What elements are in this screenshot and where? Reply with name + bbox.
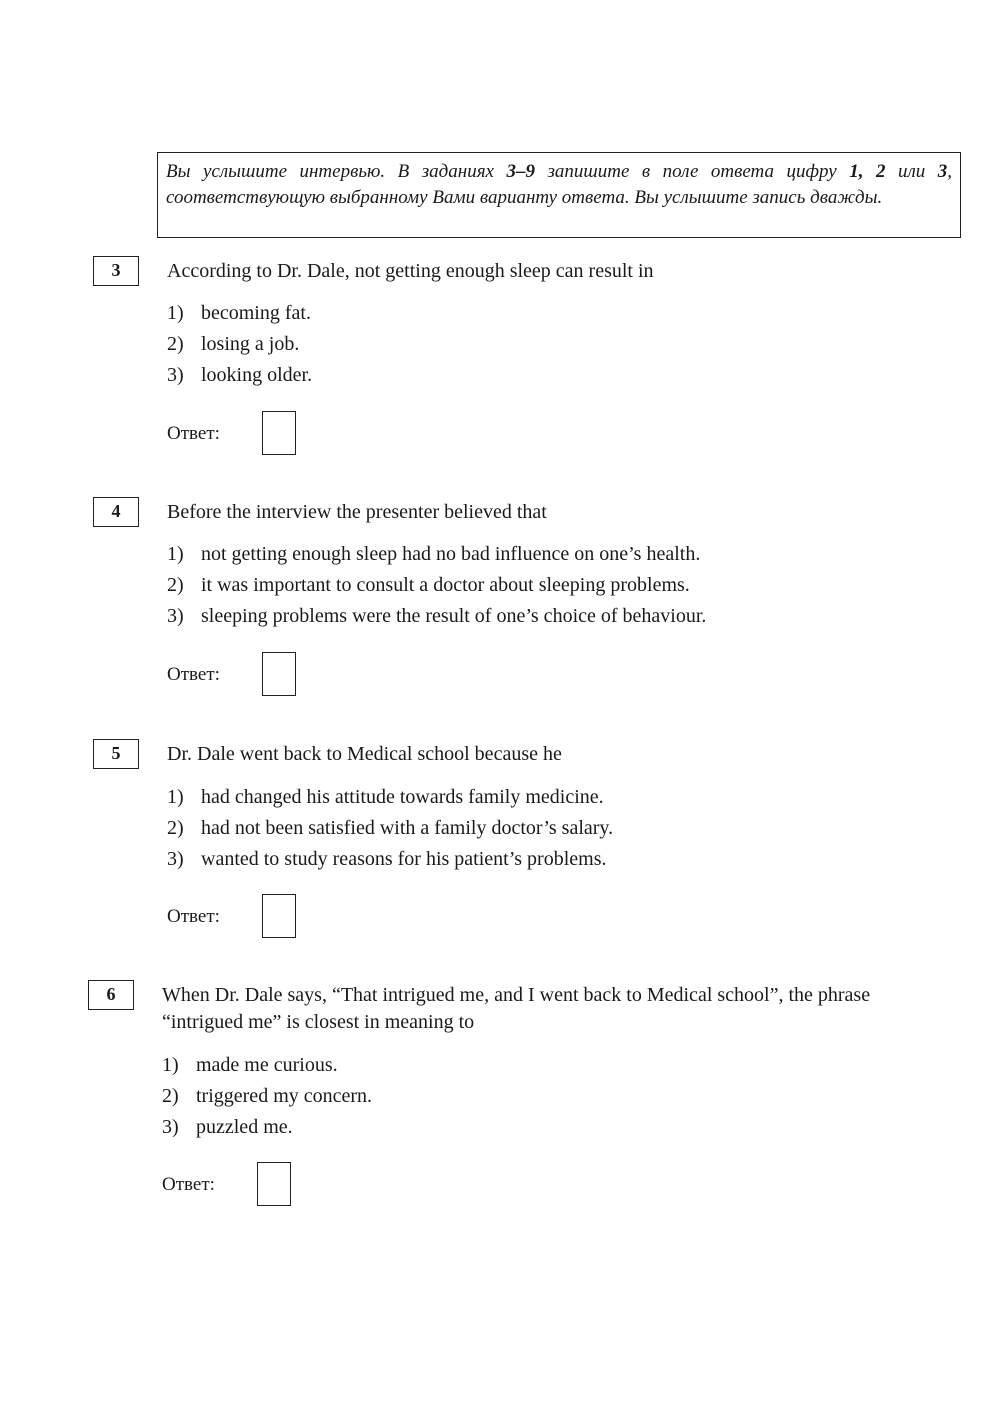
instruction-separator: , <box>858 161 876 182</box>
question-text-5: Dr. Dale went back to Medical school because he <box>167 743 562 765</box>
answer-label-5: Ответ: <box>167 906 220 927</box>
instruction-box <box>157 152 961 238</box>
option-text: puzzled me. <box>196 1116 293 1138</box>
option-number: 1) <box>167 786 184 808</box>
option-number: 3) <box>167 364 184 386</box>
answer-label-3: Ответ: <box>167 423 220 444</box>
option-5-1[interactable] <box>167 783 613 814</box>
instruction-text: Вы услышите интервью. В заданиях <box>166 161 507 182</box>
option-number: 2) <box>167 574 184 596</box>
answer-box-6[interactable] <box>257 1162 291 1206</box>
answer-box-5[interactable] <box>262 894 296 938</box>
question-text-6: When Dr. Dale says, “That intrigued me, and I went back to Medical school”, the phrase “intrigued me” is closest in meaning to <box>162 984 871 1033</box>
option-text: had changed his attitude towards family medicine. <box>201 786 604 808</box>
instruction-text: запишите в поле ответа цифру <box>534 161 850 182</box>
option-number: 2) <box>167 817 184 839</box>
question-text-3: According to Dr. Dale, not getting enough sleep can result in <box>167 260 654 282</box>
option-3-3[interactable] <box>167 361 312 392</box>
question-number-5: 5 <box>93 739 139 769</box>
option-5-3[interactable] <box>167 845 613 876</box>
instruction-digit: 2 <box>875 161 886 182</box>
answer-label-6: Ответ: <box>162 1174 215 1195</box>
answer-box-3[interactable] <box>262 411 296 455</box>
option-number: 1) <box>167 302 184 324</box>
option-6-2[interactable] <box>162 1082 372 1113</box>
option-number: 3) <box>167 605 184 627</box>
options-list-4 <box>167 540 706 633</box>
instruction-text: или <box>885 161 938 182</box>
instruction-digit: 1 <box>849 161 859 182</box>
option-number: 2) <box>167 333 184 355</box>
option-number: 3) <box>162 1116 179 1138</box>
question-number-4: 4 <box>93 497 139 527</box>
option-number: 1) <box>162 1054 179 1076</box>
option-4-1[interactable] <box>167 540 706 571</box>
instruction-digit: 3 <box>937 161 948 182</box>
option-6-1[interactable] <box>162 1051 372 1082</box>
option-text: becoming fat. <box>201 302 311 324</box>
option-text: looking older. <box>201 364 313 386</box>
question-text-4: Before the interview the presenter believed that <box>167 501 547 523</box>
option-text: wanted to study reasons for his patient’s problems. <box>201 848 607 870</box>
option-4-3[interactable] <box>167 602 706 633</box>
option-text: not getting enough sleep had no bad influence on one’s health. <box>201 543 701 565</box>
option-number: 2) <box>162 1085 179 1107</box>
answer-box-4[interactable] <box>262 652 296 696</box>
option-number: 3) <box>167 848 184 870</box>
options-list-6 <box>162 1051 372 1144</box>
instruction-text: , соответствующую выбранному Вами варианту ответа. Вы услышите запись дважды. <box>166 161 953 208</box>
option-text: losing a job. <box>201 333 300 355</box>
option-number: 1) <box>167 543 184 565</box>
option-3-2[interactable] <box>167 330 312 361</box>
option-4-2[interactable] <box>167 571 706 602</box>
options-list-3 <box>167 299 312 392</box>
options-list-5 <box>167 783 613 876</box>
option-text: made me curious. <box>196 1054 338 1076</box>
option-6-3[interactable] <box>162 1113 372 1144</box>
question-number-6: 6 <box>88 980 134 1010</box>
answer-label-4: Ответ: <box>167 664 220 685</box>
option-5-2[interactable] <box>167 814 613 845</box>
option-text: sleeping problems were the result of one’s choice of behaviour. <box>201 605 707 627</box>
option-text: it was important to consult a doctor about sleeping problems. <box>201 574 690 596</box>
option-text: had not been satisfied with a family doctor’s salary. <box>201 817 614 839</box>
instruction-task-range: 3–9 <box>506 161 535 182</box>
option-text: triggered my concern. <box>196 1085 373 1107</box>
question-number-3: 3 <box>93 256 139 286</box>
option-3-1[interactable] <box>167 299 312 330</box>
